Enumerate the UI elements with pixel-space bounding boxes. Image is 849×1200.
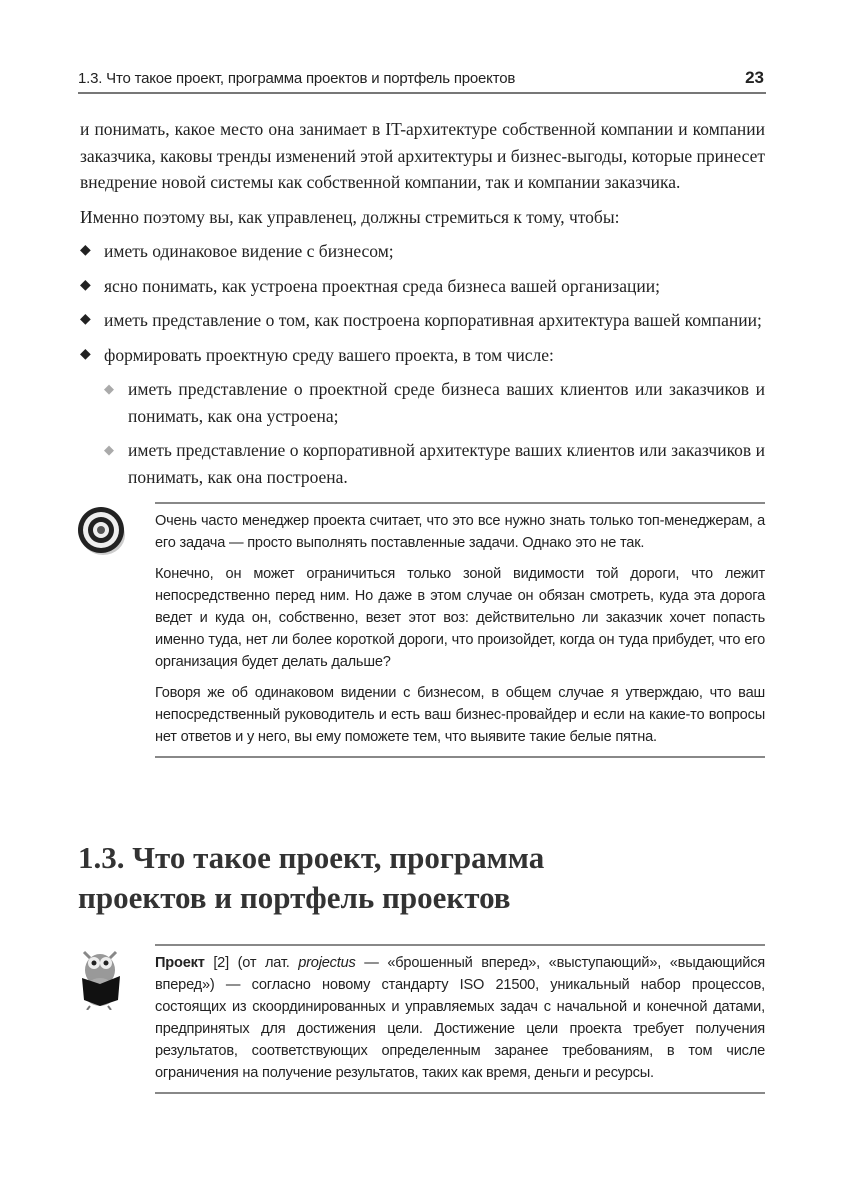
page-number: 23 xyxy=(745,68,764,87)
target-icon xyxy=(76,505,128,557)
sub-list-item: ◆ иметь представление о проектной среде бизнеса ваших клиентов или заказчиков и понимать, как она устроена; xyxy=(80,376,765,429)
tip-box xyxy=(155,502,765,758)
paragraph: Конечно, он может ограничиться только зоной видимости той дороги, что лежит непосредственно перед ним. Но даже в этом случае он обязан смотреть, куда эта дорога ведет и куда он, собственно, везет этот воз: действительно ли заказчик хочет попасть именно туда, нет ли более короткой дороги, что произойдет, когда он туда прибудет, что его организация будет делать дальше? xyxy=(155,566,765,670)
list-item: ◆ иметь представление о том, как построена корпоративная архитектура вашей компании; xyxy=(80,307,765,334)
diamond-icon: ◆ xyxy=(80,312,91,327)
owl-reading-icon xyxy=(78,948,124,1010)
body-text xyxy=(80,116,765,498)
running-title: 1.3. Что такое проект, программа проектов и портфель проектов xyxy=(78,70,516,87)
definition-box xyxy=(155,944,765,1094)
list-item: ◆ формировать проектную среду вашего проекта, в том числе: xyxy=(80,342,765,369)
definition-text: Проект [2] (от лат. projectus — «брошенный вперед», «выступающий», «выдающийся вперед») — согласно новому стандарту ISO 21500, уникальный набор процессов, состоящих из скоординированных и управляемых задач с начальной и конечной датами, предпринятых для достижения цели. Достижение цели проекта требует получения результатов, соответствующих определенным заранее требованиям, в том числе ограничения на получение результатов, таких как время, деньги и ресурсы. xyxy=(155,955,765,1081)
diamond-icon: ◆ xyxy=(104,442,114,457)
diamond-icon: ◆ xyxy=(104,381,114,396)
paragraph: Говоря же об одинаковом видении с бизнесом, в общем случае я утверждаю, что ваш непосредственный руководитель и есть ваш бизнес-провайдер и если на какие-то вопросы нет ответов и у него, вы ему поможете тем, что выявите такие белые пятна. xyxy=(155,685,765,745)
diamond-icon: ◆ xyxy=(80,346,91,362)
paragraph: и понимать, какое место она занимает в IT-архитектуре собственной компании и компании заказчика, каковы тренды изменений этой архитектуры и бизнес-выгоды, которые принесет внедрение новой системы как собственной компании, так и компании заказчика. xyxy=(80,119,765,192)
section-heading: 1.3. Что такое проект, программа проектов и портфель проектов xyxy=(78,840,545,915)
list-item: ◆ иметь одинаковое видение с бизнесом; xyxy=(80,238,765,265)
running-header xyxy=(78,66,766,94)
paragraph: Очень часто менеджер проекта считает, что это все нужно знать только топ-менеджерам, а его задача — просто выполнять поставленные задачи. Однако это не так. xyxy=(155,513,765,551)
sub-list-item: ◆ иметь представление о корпоративной архитектуре ваших клиентов или заказчиков и понимать, как она построена. xyxy=(80,437,765,490)
paragraph: Именно поэтому вы, как управленец, должны стремиться к тому, чтобы: xyxy=(80,206,620,227)
latin-term: projectus xyxy=(298,955,356,971)
diamond-icon: ◆ xyxy=(80,277,91,293)
list-item: ◆ ясно понимать, как устроена проектная среда бизнеса вашей организации; xyxy=(80,273,765,300)
term: Проект xyxy=(155,955,205,971)
diamond-icon: ◆ xyxy=(80,243,91,258)
